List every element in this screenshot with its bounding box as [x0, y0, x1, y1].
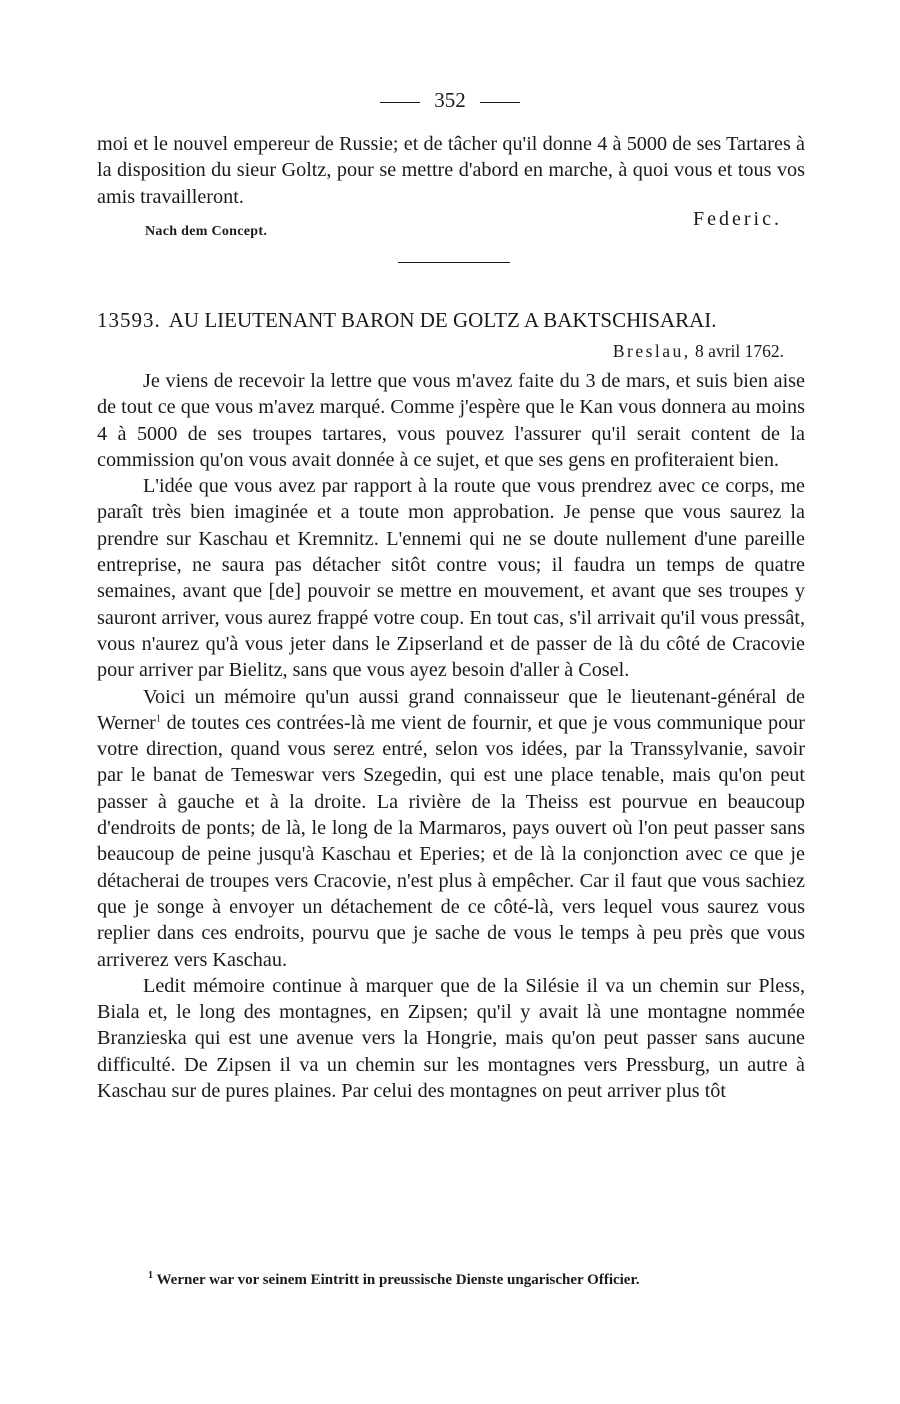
header-dash-right	[480, 102, 520, 103]
letter-paragraph-part: de toutes ces contrées-là me vient de fournir, et que je vous communique pour votre direction, quand vous serez entré, selon vos idées, par la Transsylvanie, savoir par le banat de Temeswar vers Szegedin, qui est une place tenable, mais qu'on peut passer à gauche et à la droite. La rivière de la Theiss est pourvue en beaucoup d'endroits de ponts; de là, le long de la Marmaros, pays ouvert où l'on peut passer sans beaucoup de peine jusqu'à Kaschau et Eperies; et de là la conjonction avec ce que je détacherai de troupes vers Cracovie, n'est plus à empêcher. Car il faut que vous sachiez que je songe à envoyer un détachement de ce côté-là, vers lequel vous saurez vous replier dans ces endroits, pourvu que je sache de vous le temps à peu près que vous arriverez vers Kaschau.	[97, 711, 806, 971]
footnote	[148, 1272, 640, 1289]
letter-paragraph: Ledit mémoire continue à marquer que de la Silésie il va un chemin sur Pless, Biala et, le long des montagnes, en Zipsen; qu'il y avait là une montagne nommée Branzieska qui est une avenue vers la Hongrie, mais qu'on peut passer sans aucune difficulté. De Zipsen il va un chemin sur les montagnes vers Pressburg, un autre à Kaschau sur de pures plaines. Par celui des montagnes on peut arriver plus tôt	[97, 974, 805, 1103]
footnote-marker: 1	[148, 1270, 153, 1281]
footnote-reference: 1	[155, 713, 161, 725]
letter-paragraph: L'idée que vous avez par rapport à la route que vous prendrez avec ce corps, me paraît très bien imaginée et a toute mon approbation. Je pense que vous saurez la prendre sur Kaschau et Kremnitz. L'ennemi qui ne se doute nullement d'une pareille entreprise, ne saura pas détacher sitôt contre vous; il faudra un temps de quatre semaines, avant que [de] pouvoir se mettre en mouvement, et avant que ses troupes y sauront arriver, vous aurez frappé votre coup. En tout cas, s'il arrivait qu'il vous pressât, vous n'aurez qu'à vous jeter dans le Zipserland et de passer de là du côté de Cracovie pour arriver par Bielitz, sans que vous ayez besoin d'aller à Cosel.	[97, 475, 805, 682]
letter-number: 13593.	[97, 308, 161, 332]
letter-paragraph-part: Voici un mémoire qu'un aussi grand connaisseur que le lieutenant-général de Werner	[97, 685, 805, 734]
letter-body	[97, 368, 805, 1104]
letter-paragraph	[97, 684, 805, 973]
header-dash-left	[380, 102, 420, 103]
signature: Federic.	[693, 208, 782, 230]
dateline	[613, 341, 784, 362]
dateline-place: Breslau,	[612, 341, 691, 361]
letter-paragraph: Je viens de recevoir la lettre que vous m'avez faite du 3 de mars, et suis bien aise de tout ce que vous m'avez marqué. Comme j'espère que le Kan vous donnera au moins 4 à 5000 de ses troupes tartares, vous pouvez l'assurer qu'il serait content de la commission qu'on vous avait donnée à ce sujet, et que ses gens en profiteraient bien.	[97, 370, 805, 471]
dateline-date: 8 avril 1762.	[695, 341, 784, 361]
page-number: 352	[434, 88, 466, 112]
letter-heading	[97, 308, 809, 333]
section-divider	[398, 262, 510, 263]
page-header	[0, 88, 900, 113]
source-note: Nach dem Concept.	[145, 224, 268, 239]
continuation-paragraph: moi et le nouvel empereur de Russie; et de tâcher qu'il donne 4 à 5000 de ses Tartares à la disposition du sieur Goltz, pour se mettre d'abord en marche, à quoi vous et tous vos amis travailleront.	[97, 133, 805, 208]
footnote-text: Werner war vor seinem Eintritt in preussische Dienste ungarischer Officier.	[156, 1272, 640, 1288]
letter-title: AU LIEUTENANT BARON DE GOLTZ A BAKTSCHISARAI.	[168, 308, 717, 332]
